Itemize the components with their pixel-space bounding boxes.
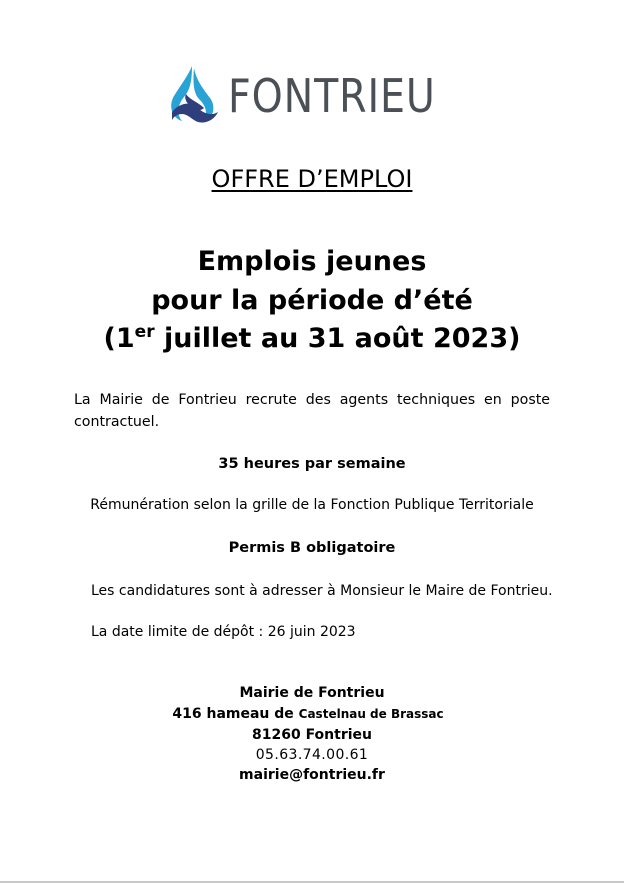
headline-line-2: pour la période d’été: [151, 285, 473, 316]
application-text: Les candidatures sont à adresser à Monsieur le Maire de Fontrieu.: [91, 583, 553, 599]
headline-line-1: Emplois jeunes: [197, 246, 427, 277]
headline-line-3-prefix: (1: [103, 323, 135, 354]
headline-line-3: [0, 321, 624, 357]
phone-number: 05.63.74.00.61: [255, 747, 369, 763]
hours-text: 35 heures par semaine: [218, 456, 406, 472]
deadline-text: La date limite de dépôt : 26 juin 2023: [91, 624, 356, 640]
offer-title: OFFRE D’EMPLOI: [211, 165, 413, 193]
drop-logo-icon: [168, 64, 220, 124]
address-line-2: [0, 704, 624, 724]
logo-wordmark: FONTRIEU: [228, 69, 436, 123]
address-line-3: 81260 Fontrieu: [251, 727, 373, 743]
intro-paragraph: La Mairie de Fontrieu recrute des agents techniques en poste contractuel.: [74, 392, 550, 430]
email-address: mairie@fontrieu.fr: [239, 767, 385, 783]
permit-text: Permis B obligatoire: [228, 540, 396, 556]
headline-line-3-suffix: juillet au 31 août 2023): [154, 323, 521, 354]
headline-line-3-superscript: er: [134, 322, 155, 342]
address-place: Castelnau de Brassac: [298, 707, 444, 721]
pay-text: Rémunération selon la grille de la Fonction Publique Territoriale: [90, 497, 534, 513]
address-street: 416 hameau de: [172, 706, 299, 722]
fontrieu-logo: [168, 62, 478, 128]
address-line-1: Mairie de Fontrieu: [239, 685, 385, 701]
